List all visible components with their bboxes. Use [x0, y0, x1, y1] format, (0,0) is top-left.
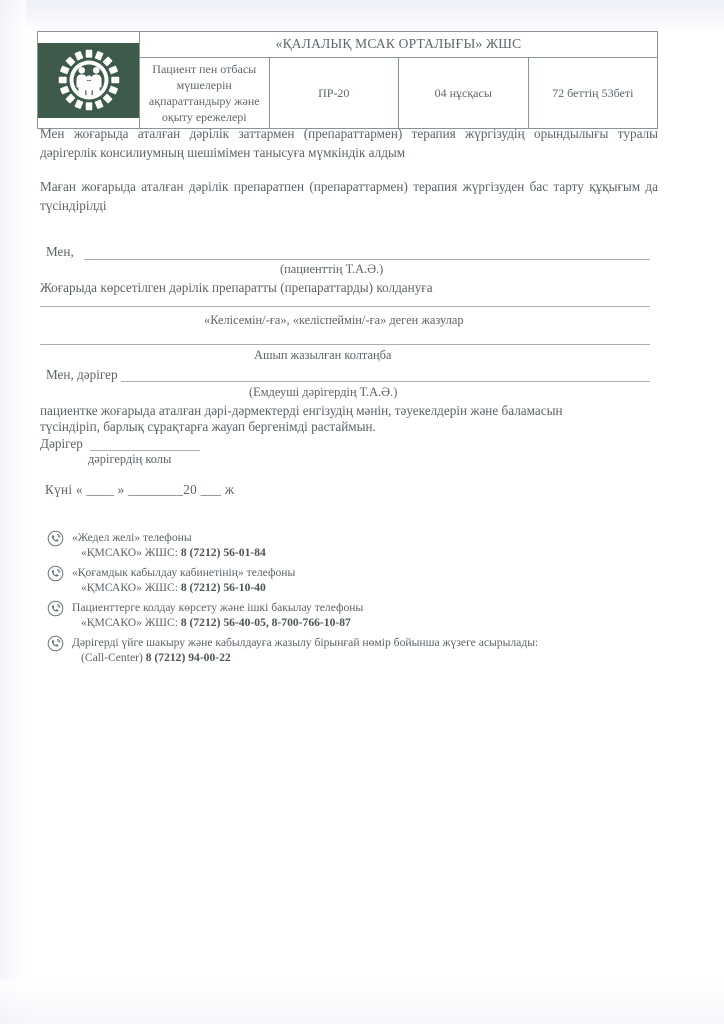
doctor-signature-field-rule[interactable]: [90, 450, 200, 451]
doctor-signature-label: Дәрігер: [40, 436, 83, 451]
patient-name-field-rule[interactable]: [84, 259, 650, 260]
phone-icon: [47, 635, 64, 652]
contact-item: [47, 565, 607, 595]
contact-number[interactable]: 8 (7212) 56-40-05, 8-700-766-10-87: [180, 616, 351, 629]
doctor-statement-line-1: пациентке жоғарыда аталған дәрі-дәрмектерді енгізудің мәнін, тәуекелдерін және баламасын: [40, 403, 563, 418]
consent-field-rule[interactable]: [40, 306, 650, 307]
contact-org: «ҚМСАКО» ЖШС:: [81, 546, 178, 559]
doctor-name-field-rule[interactable]: [121, 381, 650, 382]
organization-title: «ҚАЛАЛЫҚ МСАК ОРТАЛЫҒЫ» ЖШС: [140, 32, 658, 58]
contact-item: [47, 600, 607, 630]
phone-icon: [47, 600, 64, 617]
contact-detail: [72, 650, 607, 665]
phone-icon: [47, 565, 64, 582]
doctor-name-label: Мен, дәрігер: [46, 367, 118, 382]
contact-org: «ҚМСАКО» ЖШС:: [81, 616, 178, 629]
contact-number[interactable]: 8 (7212) 56-01-84: [180, 546, 266, 559]
patient-name-caption: (пациенттің Т.А.Ә.): [280, 262, 384, 276]
contact-org: (Call-Center): [81, 651, 143, 664]
contact-number[interactable]: 8 (7212) 94-00-22: [145, 651, 231, 664]
signature-caption: Ашып жазылған колтаңба: [254, 348, 392, 362]
contact-item: [47, 635, 607, 665]
document-page-number: 72 беттің 53беті: [528, 58, 658, 129]
logo-cell: [38, 32, 140, 129]
family-in-gear-icon: [53, 49, 125, 111]
consent-caption: «Келісемін/-ға», «келіспеймін/-ға» деген жазулар: [204, 313, 464, 327]
contact-item: [47, 530, 607, 560]
contact-org: «ҚМСАКО» ЖШС:: [81, 581, 178, 594]
patient-name-label: Мен,: [46, 244, 74, 259]
contact-title: Дәрігерді үйге шакыру және кабылдауға жазылу бірынғай нөмір бойынша жүзеге асырылады:: [72, 636, 539, 649]
contact-title: «Қоғамдык кабылдау кабинетінің» телефоны: [72, 566, 296, 579]
document-code: ПР-20: [269, 58, 399, 129]
medication-usage-line: Жоғарыда көрсетілген дәрілік препаратты (препараттарды) колдануға: [40, 280, 433, 295]
contact-detail: [72, 545, 607, 560]
paragraph-consilium-decision: Мен жоғарыда аталған дәрілік заттармен (препараттармен) терапия жүргізудің орындылығы туралы дәрігерлік консилиумның шешімімен танысуға мүмкіндік алдым: [40, 126, 658, 160]
contact-detail: [72, 580, 607, 595]
contact-title: Пациенттерге колдау көрсету және ішкі бакылау телефоны: [72, 601, 364, 614]
contact-detail: [72, 615, 607, 630]
contacts-list: [47, 530, 607, 670]
contact-number[interactable]: 8 (7212) 56-10-40: [180, 581, 266, 594]
phone-icon: [47, 530, 64, 547]
paragraph-refusal-right: Маған жоғарыда аталған дәрілік препаратпен (препараттармен) терапия жүргізуден бас тарту құқығым да түсіндірілді: [40, 179, 658, 213]
organization-logo: [38, 43, 139, 118]
doctor-statement-line-2: түсіндіріп, барлық сұрақтарға жауап бергенімді растаймын.: [40, 419, 376, 434]
signature-field-rule[interactable]: [40, 344, 650, 345]
contact-title: «Жедел желі» телефоны: [72, 531, 192, 544]
date-field[interactable]: Күні « ____ » ________20 ___ ж: [45, 482, 235, 497]
document-header-table: [37, 31, 658, 129]
document-name: Пациент пен отбасы мүшелерін ақпараттандыру және оқыту ережелері: [140, 58, 270, 129]
document-version: 04 нұсқасы: [399, 58, 529, 129]
doctor-signature-caption: дәрігердің колы: [88, 452, 172, 466]
doctor-name-caption: (Емдеуші дәрігердің Т.А.Ә.): [249, 385, 398, 399]
